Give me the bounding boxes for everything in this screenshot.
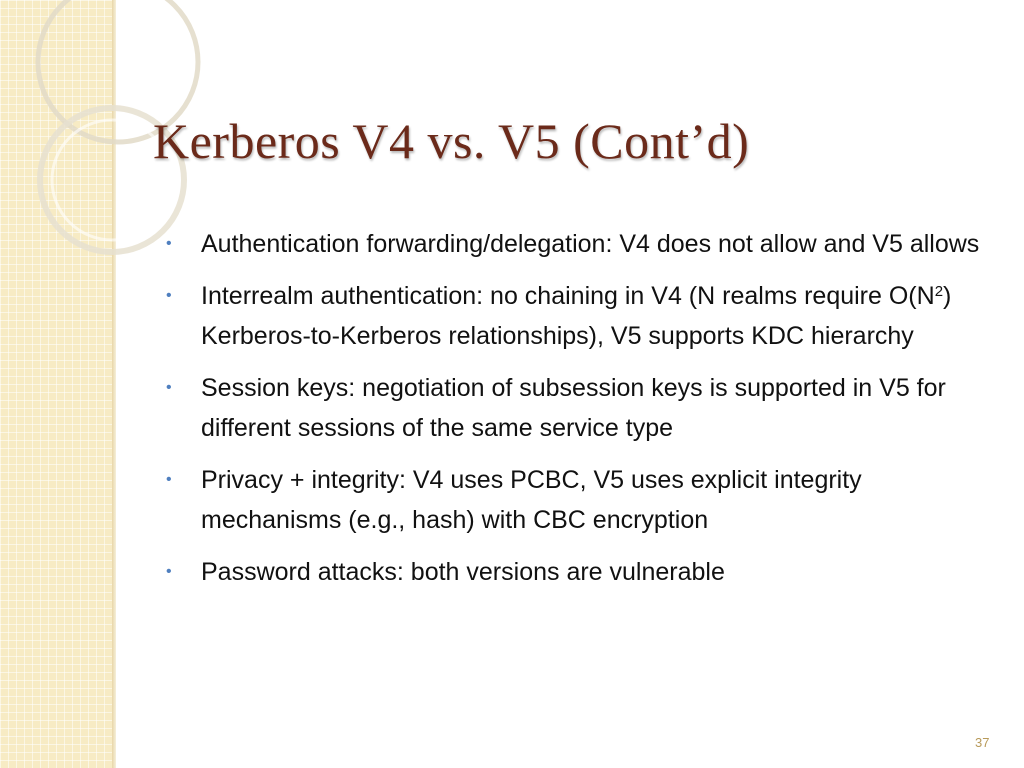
bullet-list [160,224,1000,604]
superscript: 2 [934,283,944,300]
page-number: 37 [975,735,990,750]
bullet-text: Authentication forwarding/delegation: V4 does not allow and V5 allows [201,230,980,258]
bullet-item [160,276,1000,356]
bullet-dot-icon: • [166,379,172,396]
bullet-item [160,224,1000,264]
bullet-dot-icon: • [166,235,172,252]
bullet-text: Password attacks: both versions are vulnerable [201,558,725,586]
bullet-text: Privacy + integrity: V4 uses PCBC, V5 uses explicit integrity mechanisms (e.g., hash) with CBC encryption [201,466,862,534]
bullet-dot-icon: • [166,471,172,488]
bullet-text: Session keys: negotiation of subsession keys is supported in V5 for different sessions of the same service type [201,374,946,442]
bullet-dot-icon: • [166,287,172,304]
bullet-text-after: ) Kerberos-to-Kerberos relationships), V5 supports KDC hierarchy [201,282,952,350]
slide-title: Kerberos V4 vs. V5 (Cont’d) [153,113,750,169]
bullet-text-before: Interrealm authentication: no chaining in V4 (N realms require O(N [201,282,935,310]
bullet-dot-icon: • [166,563,172,580]
bullet-item [160,368,1000,448]
bullet-item [160,460,1000,540]
bullet-item [160,552,1000,592]
